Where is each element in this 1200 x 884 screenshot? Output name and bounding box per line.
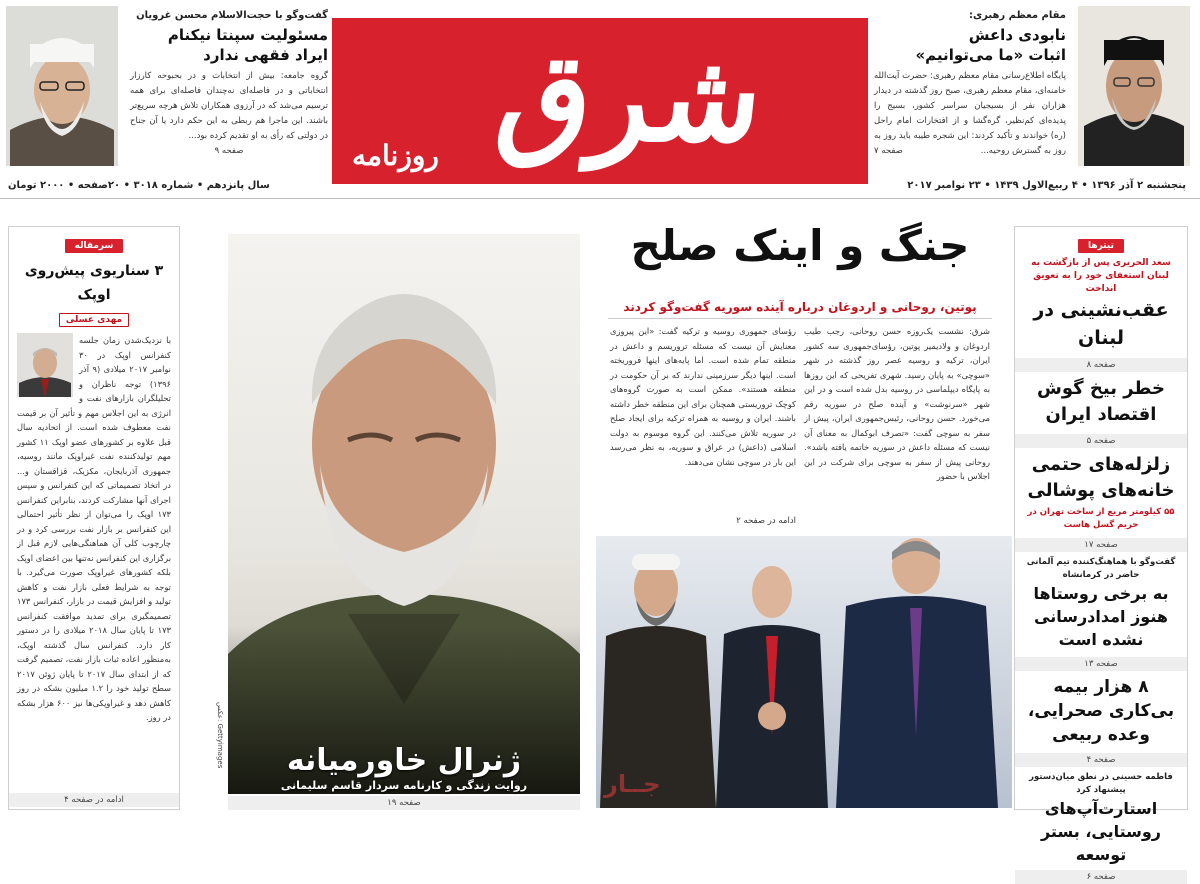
main-subheadline: پوتین، روحانی و اردوغان درباره آینده سوریه گفت‌وگو کردند bbox=[623, 300, 977, 314]
headline-kicker: سعد الحریری پس از بازگشت به لبنان استعفای خود را به تعویق انداخت bbox=[1031, 258, 1171, 294]
headline-page: صفحه ۴ bbox=[1015, 753, 1187, 767]
teaser-kicker: مقام معظم رهبری: bbox=[968, 10, 1066, 21]
teaser-body: گروه جامعه: بیش از انتخابات و در بحبوحه کارزار انتخاباتی و در فاصله‌ای نه‌چندان فاصله‌ای برای همه ترسیم می‌شد که در آرزوی همکاران تلاش هرچه سریع‌تر باشند. این ماجرا هم ربطی به این حکم دارد یا آن جناح در دولتی که رأی به او تقدیم کرده بود... bbox=[130, 71, 328, 141]
headline-item[interactable] bbox=[1015, 253, 1187, 352]
column-label: تیترها bbox=[1078, 239, 1124, 253]
watermark: جــار bbox=[604, 770, 661, 798]
subhead-divider bbox=[608, 318, 992, 319]
column-label: سرمقاله bbox=[65, 239, 124, 253]
headline-kicker: فاطمه حسینی در نطق میان‌دستور پیشنهاد کرد bbox=[1029, 772, 1173, 795]
teaser-body: پایگاه اطلاع‌رسانی مقام معظم رهبری: حضرت آیت‌الله خامنه‌ای، مقام معظم رهبری، صبح روز گذشته در دیدار هزاران نفر از بسیجیان سراسر کشور، بسیج را پدیده‌ای کم‌نظیر، گره‌گشا و از افتخارات امام راحل (ره) خواندند و تأکید کردند: این شجره طیبه باید روز به روز به گسترش روحیه... bbox=[874, 71, 1066, 156]
headline-item[interactable] bbox=[1015, 556, 1187, 651]
headline-title: استارت‌آپ‌های روستایی، بستر توسعه bbox=[1040, 799, 1162, 864]
portrait-gharavian bbox=[6, 6, 118, 166]
photo-credit: عکس: Gettyimages bbox=[216, 702, 224, 769]
teaser-title-line1: مسئولیت سپنتا نیکنام bbox=[167, 26, 328, 44]
headline-item[interactable] bbox=[1015, 376, 1187, 428]
editorial-body: با نزدیک‌شدن زمان جلسه کنفرانس اوپک در ۳۰ نوامبر ۲۰۱۷ میلادی (۹ آذر ۱۳۹۶) توجه ناظران و تحلیلگران بازارهای نفت و انرژی به این اجلاس مهم و تأثیر آن بر قیمت نفت معطوف شده است. از اتحادیه سال قبل علاوه بر کشورهای عضو اوپک ۱۱ کشور مهم تولیدکننده نفت غیراوپک مانند روسیه، جمهوری آذربایجان، مکزیک، قزاقستان و... در اتخاذ تصمیماتی که این کنفرانس و سپس اجرای آنها مشارکت کردند، بنابراین کنفرانس ۱۷۳ اوپک را می‌توان از نظر تأثیر احتمالی این کنفرانس بر بازار نفت بررسی کرد و در چارچوب کلی آن هماهنگی‌هایی لازم قبل از برگزاری این کنفرانس نه‌تنها بین اعضای اوپک بلکه کشورهای غیراوپک صورت می‌گیرد. با توجه به شرایط فعلی بازار نفت و کاهش تولید و افزایش قیمت در بازار، کنفرانس ۱۷۳ تصمیمگیری برای تمدید موافقت کنفرانس ۱۷۳ تا پایان سال ۲۰۱۸ میلادی را در دستور کار دارد. کنفرانس سال گذشته اوپک، به‌منظور اعاده ثبات بازار نفت، تصمیم گرفت که از ابتدای سال ۲۰۱۷ تا پایان ژوئن ۲۰۱۷ سطح تولید خود را ۱.۲ میلیون بشکه در روز کاهش دهد و غیراوپکی‌ها نیز ۶۰۰ هزار بشکه در روز. bbox=[17, 335, 171, 722]
headline-title: به برخی روستاها هنوز امدادرسانی نشده است bbox=[1033, 584, 1169, 649]
headline-item[interactable] bbox=[1015, 452, 1187, 532]
teaser-page: صفحه ۷ bbox=[874, 146, 903, 156]
headline-title: زلزله‌های حتمی خانه‌های پوشالی bbox=[1027, 454, 1175, 501]
headline-page: صفحه ۱۳ bbox=[1015, 657, 1187, 671]
headline-item[interactable] bbox=[1015, 771, 1187, 866]
logo-subtext: روزنامه bbox=[352, 139, 439, 172]
leaders-illustration bbox=[596, 536, 1012, 808]
headlines-column bbox=[1014, 226, 1188, 882]
teaser-right[interactable] bbox=[874, 6, 1190, 176]
headline-page: صفحه ۶ bbox=[1015, 870, 1187, 884]
masthead-logo bbox=[332, 4, 868, 192]
author-photo bbox=[17, 333, 73, 397]
main-headline[interactable]: جنگ و اینک صلح bbox=[630, 221, 970, 270]
story-column-left: رؤسای جمهوری روسیه و ترکیه گفت: «این پیروزی معنایش آن نیست که مسئله تروریسم و داعش در منطقه تمام شده است. اما پایه‌های اینها فروریخته است. اینها دیگر سرزمینی ندارند که بر آن حکومت در منطقه هستند». ممکن است به صورت گروه‌های کوچک تروریستی همچنان برای این منطقه خطر داشته باشند. ایران و روسیه به همراه ترکیه برای ایجاد صلح در سوریه تلاش می‌کنند. این گروه موسوم به دولت اسلامی (داعش) در عراق و سوریه، به نظر می‌رسد این بار در سوچی نشان می‌دهند. bbox=[610, 326, 796, 467]
editorial-page: ادامه در صفحه ۴ bbox=[9, 793, 179, 807]
soleimani-illustration bbox=[228, 234, 580, 794]
soleimani-photo[interactable] bbox=[228, 234, 580, 794]
story-column-right: شرق: نشست یک‌روزه حسن روحانی، رجب طیب اردوغان و ولادیمیر پوتین، رؤسای‌جمهوری سه کشور ایران، ترکیه و روسیه عصر روز گذشته در شهر «سوچی» به پایان رسید. شهری تفریحی که این روزها به پایگاه دیپلماسی در روسیه بدل شده است و در این شهر «سرنوشت» و آینده صلح در سوریه رقم می‌خورد. حسن روحانی، رئیس‌جمهوری ایران، پیش از سفر به سوچی گفت: «تصرف ابوکمال به معنای آن نیست که مسئله داعش در سوریه خاتمه یافته باشد». روحانی پیش از سفر به سوچی برای شرکت در این اجلاس با حضور bbox=[804, 326, 990, 481]
portrait-khamenei bbox=[1078, 6, 1190, 166]
headline-page: صفحه ۸ bbox=[1015, 358, 1187, 372]
dateline-right: پنجشنبه ۲ آذر ۱۳۹۶ • ۴ ربیع‌الاول ۱۴۳۹ • ۲۳ نوامبر ۲۰۱۷ bbox=[907, 180, 1186, 191]
teaser-left[interactable] bbox=[6, 6, 328, 176]
teaser-page: صفحه ۹ bbox=[214, 146, 244, 156]
dateline-left: سال پانزدهم • شماره ۳۰۱۸ • ۲۰صفحه • ۲۰۰۰ تومان bbox=[8, 180, 270, 191]
teaser-title-line2: ایراد فقهی ندارد bbox=[203, 46, 328, 64]
headline-page: صفحه ۵ bbox=[1015, 434, 1187, 448]
leaders-photo[interactable] bbox=[596, 536, 1012, 808]
editorial-column bbox=[8, 226, 180, 810]
headline-title: خطر بیخ گوش اقتصاد ایران bbox=[1037, 378, 1165, 425]
headline-item[interactable] bbox=[1015, 675, 1187, 747]
story-continued[interactable]: ادامه در صفحه ۲ bbox=[736, 516, 796, 526]
editorial-author: مهدی عسلی bbox=[59, 313, 129, 327]
masthead-divider bbox=[0, 198, 1200, 199]
photo-title: ژنرال خاورمیانه bbox=[286, 743, 522, 778]
photo-subtitle: روایت زندگی و کارنامه سردار قاسم سلیمانی bbox=[280, 779, 528, 792]
logo-text: شرق bbox=[490, 25, 770, 169]
teaser-title-line2: اثبات «ما می‌توانیم» bbox=[915, 46, 1066, 64]
teaser-kicker: گفت‌وگو با حجت‌الاسلام محسن غرویان bbox=[136, 10, 328, 21]
headline-title: عقب‌نشینی در لبنان bbox=[1033, 299, 1169, 349]
photo-page: صفحه ۱۹ bbox=[228, 796, 580, 810]
editorial-title[interactable]: ۳ سناریوی پیش‌روی اوپک bbox=[24, 263, 164, 303]
headline-title: ۸ هزار بیمه بی‌کاری صحرایی، وعده ربیعی bbox=[1027, 677, 1175, 745]
headline-page: صفحه ۱۷ bbox=[1015, 538, 1187, 552]
headline-kicker: گفت‌وگو با هماهنگ‌کننده تیم آلمانی حاضر در کرمانشاه bbox=[1026, 557, 1176, 580]
teaser-title-line1: نابودی داعش bbox=[968, 26, 1066, 44]
headline-note: ۵۵ کیلومتر مربع از ساخت تهران در حریم گسل هاست bbox=[1027, 507, 1175, 530]
